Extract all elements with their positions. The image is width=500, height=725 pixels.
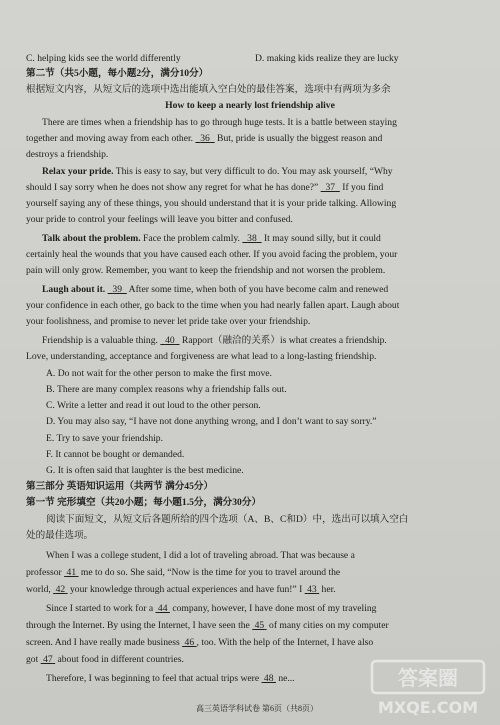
p4-line2: your confidence in each other, go back to the time when you had nearly fallen apart. Laugh about bbox=[26, 300, 400, 311]
blank-36: 36 bbox=[200, 133, 210, 144]
cloze-line2: professor 41 me to do so. She said, “Now is the time for you to travel around the bbox=[26, 567, 341, 578]
p3-line1: Talk about the problem. Face the problem calmly. 38 It may sound silly, but it could bbox=[42, 233, 381, 244]
p5-line2: Love, understanding, acceptance and forgiveness are what lead to a long-lasting friendship. bbox=[26, 351, 377, 362]
cloze-line7: got 47 about food in different countries. bbox=[26, 654, 184, 665]
option-A: A. Do not wait for the other person to make the first move. bbox=[46, 368, 272, 379]
p5-line1: Friendship is a valuable thing. 40 Rapport（融洽的关系）is what creates a friendship. bbox=[42, 335, 387, 346]
cloze-line5: through the Internet. By using the Internet, I have seen the 45 of many cities on my computer bbox=[26, 620, 389, 631]
option-E: E. Try to save your friendship. bbox=[46, 433, 163, 444]
cloze-line3: world, 42 your knowledge through actual experiences and have fun!” I 43 her. bbox=[26, 584, 336, 595]
option-D: D. You may also say, “I have not done anything wrong, and I don’t want to say sorry.” bbox=[46, 416, 377, 427]
section2-heading: 第二节（共5小题，每小题2分，满分10分） bbox=[26, 68, 209, 79]
blank-45: 45 bbox=[254, 620, 265, 631]
passage-title: How to keep a nearly lost friendship alive bbox=[165, 100, 335, 111]
p1-line3: destroys a friendship. bbox=[26, 149, 109, 160]
part3-instruction-line2: 处的最佳选项。 bbox=[26, 530, 94, 541]
cloze-line4: Since I started to work for a 44 company, however, I have done most of my traveling bbox=[46, 603, 377, 614]
watermark-top-text: 答案圈 bbox=[398, 666, 458, 690]
p4-line3: your foolishness, and promise to never let pride take over your friendship. bbox=[26, 316, 311, 327]
p2-line1: Relax your pride. This is easy to say, but very difficult to do. You may ask yourself, “Why bbox=[42, 166, 393, 177]
blank-47: 47 bbox=[43, 654, 53, 665]
p3-line2: certainly heal the wounds that you have caused each other. If you avoid facing the problem, your bbox=[26, 249, 398, 260]
p2-line2: should I say sorry when he does not show any regret for what he has done?” 37 If you find bbox=[26, 182, 384, 193]
part3-heading: 第三部分 英语知识运用（共两节 满分45分） bbox=[26, 481, 214, 492]
option-c: C. helping kids see the world differently bbox=[26, 53, 181, 64]
cloze-line6: screen. And I have really made business 46 , too. With the help of the Internet, I have also bbox=[26, 637, 374, 648]
blank-41: 41 bbox=[66, 567, 77, 578]
blank-39: 39 bbox=[112, 284, 122, 295]
cloze-line1: When I was a college student, I did a lot of traveling abroad. That was because a bbox=[46, 550, 355, 561]
option-d: D. making kids realize they are lucky bbox=[255, 53, 399, 64]
cloze-line8: Therefore, I was beginning to feel that actual trips were 48 ne... bbox=[46, 673, 295, 684]
page-footer: 高三英语学科试卷 第6页（共8页） bbox=[196, 704, 318, 713]
blank-42: 42 bbox=[55, 584, 66, 595]
option-B: B. There are many complex reasons why a friendship falls out. bbox=[46, 384, 287, 395]
p3-line3: pain will only grow. Remember, you want to keep the friendship and not worsen the problem. bbox=[26, 265, 386, 276]
watermark-bottom-text: MXQE.COM bbox=[377, 698, 479, 717]
blank-37: 37 bbox=[325, 182, 336, 193]
option-G: G. It is often said that laughter is the best medicine. bbox=[46, 465, 244, 476]
blank-43: 43 bbox=[307, 584, 317, 595]
blank-40: 40 bbox=[165, 335, 175, 346]
option-F: F. It cannot be bought or demanded. bbox=[46, 449, 185, 460]
p4-line1: Laugh about it. 39 After some time, when both of you have become calm and renewed bbox=[42, 284, 389, 295]
p1-line2: together and moving away from each other. 36 But, pride is usually the biggest reason and bbox=[26, 133, 383, 144]
part3-instruction-line1: 阅读下面短文，从短文后各题所给的四个选项（A、B、C和D）中，选出可以填入空白 bbox=[46, 514, 409, 525]
blank-46: 46 bbox=[184, 637, 195, 648]
blank-44: 44 bbox=[157, 603, 168, 614]
p2-line3: yourself saying any of these things, you should understand that it is your pride talking. Allowing bbox=[26, 198, 397, 209]
blank-48: 48 bbox=[263, 673, 274, 684]
blank-38: 38 bbox=[247, 233, 257, 244]
p1-line1: There are times when a friendship has to go through huge tests. It is a battle between staying bbox=[42, 117, 397, 128]
option-C: C. Write a letter and read it out loud to the other person. bbox=[46, 400, 261, 411]
section2-instruction: 根据短文内容，从短文后的选项中选出能填入空白处的最佳答案，选项中有两项为多余 bbox=[26, 84, 391, 95]
p2-line4: your pride to control your feelings will leave you bitter and confused. bbox=[26, 214, 293, 225]
part3-subheading: 第一节 完形填空（共20小题；每小题1.5分，满分30分） bbox=[26, 497, 262, 508]
